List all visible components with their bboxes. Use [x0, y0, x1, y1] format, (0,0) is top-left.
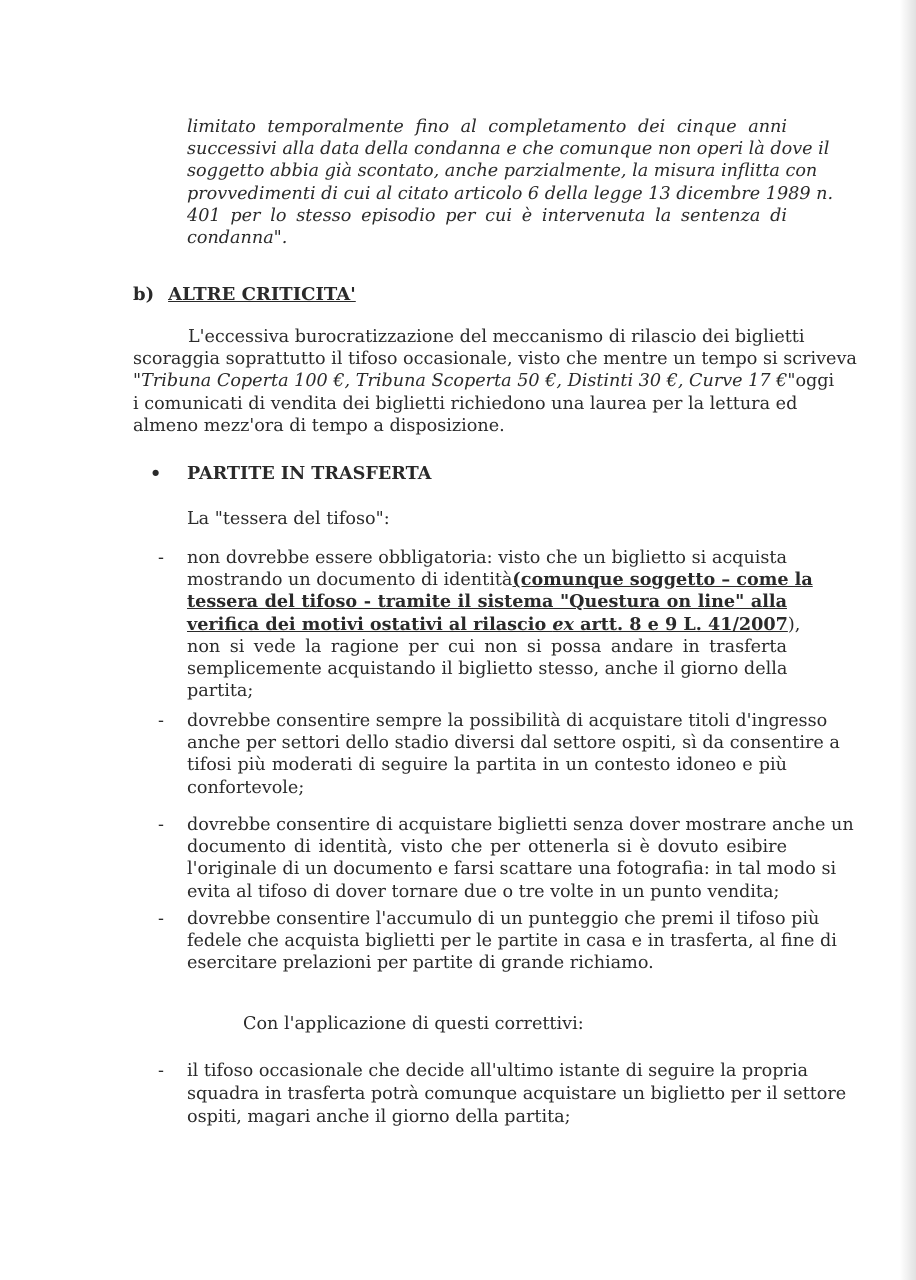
quote-line: provvedimenti di cui al citato articolo 6 della legge 13 dicembre 1989 n.: [187, 183, 834, 204]
list-item-line: partita;: [187, 681, 254, 702]
list-item-text: [187, 547, 813, 702]
dash-icon: -: [158, 548, 164, 568]
quoted-law-excerpt: [187, 116, 834, 249]
list-item-line: dovrebbe consentire l'accumulo di un punteggio che premi il tifoso più: [187, 909, 820, 929]
dash-icon: -: [158, 909, 164, 929]
quote-line: condanna".: [187, 228, 288, 249]
list-item-line: documento di identità, visto che per ottenerla si è dovuto esibire: [187, 837, 787, 858]
quote-line: limitato temporalmente fino al completamento dei cinque anni: [187, 117, 787, 137]
list-item-text: ),: [787, 614, 801, 635]
list-item-line: non dovrebbe essere obbligatoria: visto che un biglietto si acquista: [187, 548, 787, 568]
paragraph-line: i comunicati di vendita dei biglietti richiedono una laurea per la lettura ed: [133, 393, 798, 414]
section-letter: b): [133, 284, 155, 305]
list-item-line: [187, 569, 813, 591]
section-title: ALTRE CRITICITA': [168, 284, 356, 305]
price-list-quote: "Tribuna Coperta 100 €, Tribuna Scoperta 50 €, Distinti 30 €, Curve 17 €": [133, 371, 796, 392]
latin-term: ex: [552, 613, 574, 635]
list-item-text: [187, 908, 837, 975]
emphasis-text: tessera del tifoso - tramite il sistema "Questura on line" alla: [187, 591, 787, 613]
section-heading: [133, 284, 356, 306]
emphasis-text: verifica dei motivi ostativi al rilascio: [187, 613, 553, 635]
dash-icon: -: [158, 1061, 164, 1081]
list-item-text: [187, 710, 840, 799]
dash-icon: -: [158, 711, 164, 731]
quote-line: soggetto abbia già scontato, anche parzialmente, la misura inflitta con: [187, 161, 818, 182]
paragraph-line: scoraggia soprattutto il tifoso occasionale, visto che mentre un tempo si scriveva: [133, 349, 857, 370]
list-item-line: non si vede la ragione per cui non si possa andare in trasferta: [187, 636, 787, 657]
list-item-line: dovrebbe consentire di acquistare biglietti senza dover mostrare anche un: [187, 815, 854, 835]
paragraph-line: [133, 370, 835, 392]
emphasis-text: (comunque soggetto – come la: [512, 569, 813, 591]
quote-line: successivi alla data della condanna e che comunque non operi là dove il: [187, 139, 830, 160]
list-item-text: [187, 1060, 847, 1129]
paragraph-line: L'eccessiva burocratizzazione del meccanismo di rilascio dei biglietti: [188, 327, 805, 347]
list-item-line: dovrebbe consentire sempre la possibilità di acquistare titoli d'ingresso: [187, 711, 828, 731]
list-item-line: ospiti, magari anche il giorno della partita;: [187, 1107, 571, 1127]
list-item-line: tifosi più moderati di seguire la partita in un contesto idoneo e più: [187, 755, 787, 776]
list-item-line: [187, 613, 801, 636]
list-item-line: semplicemente acquistando il biglietto stesso, anche il giorno della: [187, 659, 788, 680]
list-item-line: fedele che acquista biglietti per le partite in casa e in trasferta, al fine di: [187, 931, 837, 952]
tessera-intro: La "tessera del tifoso":: [187, 509, 390, 529]
list-item-line: confortevole;: [187, 777, 305, 798]
list-item-line: squadra in trasferta potrà comunque acquistare un biglietto per il settore: [187, 1084, 847, 1104]
list-item-line: evita al tifoso di dover tornare due o tre volte in un punto vendita;: [187, 881, 780, 902]
list-item-text: [187, 814, 854, 903]
bullet-title: PARTITE IN TRASFERTA: [187, 463, 432, 484]
list-item-line: il tifoso occasionale che decide all'ultimo istante di seguire la propria: [187, 1061, 809, 1081]
list-item-text: mostrando un documento di identità: [187, 570, 513, 591]
dash-icon: -: [158, 815, 164, 835]
corrections-intro: Con l'applicazione di questi correttivi:: [243, 1014, 584, 1034]
list-item-line: anche per settori dello stadio diversi dal settore ospiti, sì da consentire a: [187, 733, 840, 754]
emphasis-text: [187, 614, 788, 636]
paragraph-text: oggi: [795, 371, 835, 392]
quote-line: 401 per lo stesso episodio per cui è intervenuta la sentenza di: [187, 205, 787, 226]
bullet-heading: [150, 463, 431, 485]
bullet-icon: •: [150, 463, 162, 484]
law-reference: artt. 8 e 9 L. 41/2007: [574, 613, 788, 635]
body-paragraph: [133, 326, 857, 437]
list-item-line: l'originale di un documento e farsi scattare una fotografia: in tal modo si: [187, 859, 837, 880]
scanned-page-edge-shadow: [900, 0, 916, 1280]
paragraph-line: almeno mezz'ora di tempo a disposizione.: [133, 415, 505, 436]
list-item-line: esercitare prelazioni per partite di grande richiamo.: [187, 953, 654, 974]
